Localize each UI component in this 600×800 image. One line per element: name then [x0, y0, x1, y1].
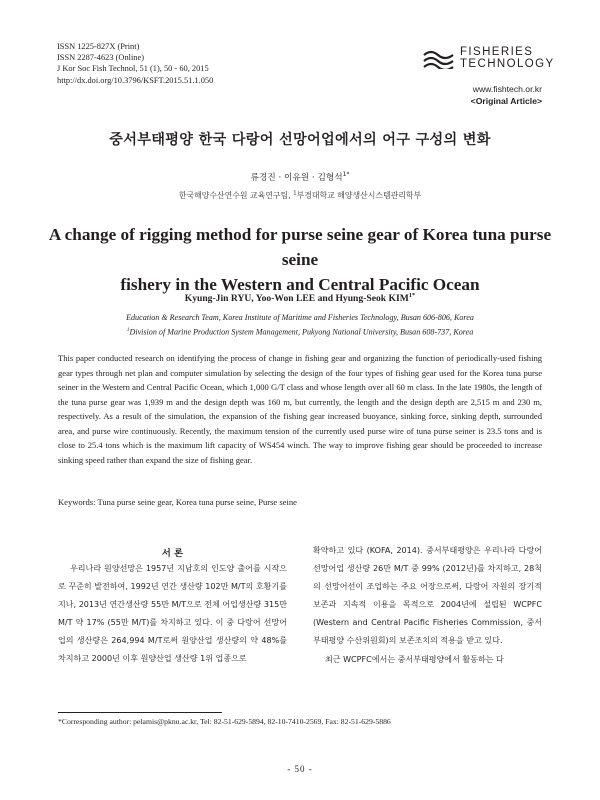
authors-korean — [0, 171, 600, 183]
title-english — [44, 222, 556, 297]
article-type: <Original Article> — [470, 95, 542, 106]
abstract: This paper conducted research on identifying the process of change in fishing gear and organizing the function of periodically-used fishing gear types through net plan and computer simulation by selecting the design of the four types of fishing gear used for the Korea tuna purse seiner in the Western and Central Pacific Ocean, which 1,000 G/T class and whose length over all 60 m class. In the late 1980s, the length of the tuna purse gear was 1,939 m and the design depth was 160 m, but currently, the length and the design depth are 2,515 m and 230 m, respectively. As a result of the simulation, the expansion of the fishing gear increased buoyance, sinking force, sinking depth, surrounded area, and purse wire continuously. Recently, the maximum tension of the currently used purse wire of tuna purse seiner is 23.5 tons and is close to 25.4 tons which is the maximum lift capacity of WS454 winch. The way to improve fishing gear should be proceeded to increase sinking speed rather than expand the size of fishing gear. — [58, 353, 542, 465]
body-left-paragraph: 우리나라 원양선망은 1957년 지남호의 인도양 출어를 시작으로 꾸준히 발전하여, 1992년 연간 생산량 102만 M/T의 호황기를 지나, 2013년 연간생산량 55만 M/T으로 전체 어업생산량 315만 M/T 약 17% (55만 M/T)를 차지하고 있다. 이 중 다랑어 선망어업의 생산량은 264,994 M/T로써 원양산업 생산량의 약 48%를 차지하고 2000년 이후 원양산업 생산량 1위 업종으로 — [58, 564, 287, 664]
citation: J Kor Soc Fish Technol, 51 (1), 50 - 60, 2015 — [57, 64, 209, 74]
journal-metadata — [57, 41, 213, 86]
body-column-right — [313, 542, 542, 669]
affiliation-english-2: Division of Marine Production System Management, Pukyong National University, Busan 608-737, Korea — [129, 327, 474, 337]
issn-online: ISSN 2287-4623 (Online) — [57, 53, 145, 63]
affiliation-korean-b: 부경대학교 해양생산시스템관리학부 — [296, 191, 422, 200]
page-number: - 50 - — [287, 764, 313, 774]
body-column-left — [58, 560, 287, 669]
affiliation-english — [0, 311, 600, 339]
affiliation-korean-a: 한국해양수산연수원 교육연구팀, — [178, 191, 294, 200]
authors-english-names: Kyung-Jin RYU, Yoo-Won LEE and Hyung-Seok KIM — [184, 293, 409, 305]
footnote-divider — [58, 712, 222, 713]
journal-site-block — [471, 84, 542, 107]
authors-english — [0, 292, 600, 304]
title-english-line-2: fishery in the Western and Central Pacific Ocean — [120, 275, 480, 294]
affiliation-korean — [0, 190, 600, 201]
affiliation-english-2-sup: 1 — [126, 327, 130, 333]
title-english-line-1: A change of rigging method for purse seine gear of Korea tuna purse seine — [48, 225, 552, 269]
title-korean: 중서부태평양 한국 다랑어 선망어업에서의 어구 구성의 변화 — [109, 132, 491, 148]
issn-print: ISSN 1225-827X (Print) — [57, 42, 140, 51]
logo-line-1: FISHERIES — [460, 46, 534, 58]
keywords: Keywords: Tuna purse seine gear, Korea tuna purse seine, Purse seine — [58, 497, 297, 507]
corresponding-author-footnote: *Corresponding author: pelamis@pknu.ac.kr, Tel: 82-51-629-5894, 82-10-7410-2569, Fax: 82-51-629-5886 — [58, 717, 391, 726]
logo-line-2: TECHNOLOGY — [460, 58, 555, 70]
website-link[interactable]: www.fishtech.or.kr — [472, 84, 542, 94]
affiliation-english-1: Education & Research Team, Korea Institute of Maritime and Fisheries Technology, Busan 606-806, Korea — [126, 313, 474, 322]
affiliation-english-2-wrap — [0, 324, 600, 339]
fish-wave-icon — [422, 47, 456, 69]
body-right-paragraph-1: 확약하고 있다 (KOFA, 2014). 중서부태평양은 우리나라 다랑어 선망어업 생산량 26만 M/T 중 99% (2012년)를 차지하고, 28척의 선망어선이 조업하는 주요 어장으로써, 다랑어 자원의 장기적 보존과 지속적 이용을 목적으로 2004년에 설립된 WCPFC (Western and Central Pacific Fisheries Commission, 중서부태평양 수산위원회)의 보존조치의 적용을 받고 있다. — [313, 546, 542, 646]
authors-korean-names: 류경진 · 이유원 · 김형석 — [250, 173, 343, 183]
authors-english-sup: 1* — [408, 292, 416, 299]
doi-link[interactable]: http://dx.doi.org/10.3796/KSFT.2015.51.1.050 — [57, 75, 214, 85]
section-heading-introduction: 서 론 — [161, 548, 184, 559]
body-right-paragraph-2: 최근 WCPFC에서는 중서부태평양에서 활동하는 다 — [325, 654, 504, 664]
affiliation-korean-sup: 1 — [293, 190, 297, 197]
authors-korean-sup: 1* — [342, 171, 350, 179]
